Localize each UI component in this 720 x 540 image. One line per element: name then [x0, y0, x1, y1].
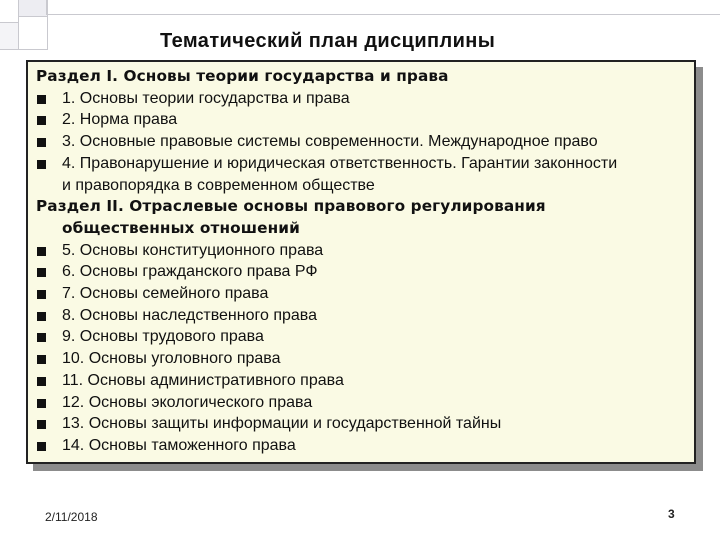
square-bullet-icon — [37, 160, 46, 169]
decor-square — [0, 0, 19, 23]
square-bullet-icon — [37, 290, 46, 299]
list-item: 3. Основные правовые системы современности. Международное право — [36, 131, 688, 153]
square-bullet-icon — [37, 420, 46, 429]
section-heading: Раздел II. Отраслевые основы правового регулирования — [36, 197, 546, 216]
list-item: 11. Основы административного права — [36, 370, 688, 392]
section-heading: Раздел I. Основы теории государства и права — [36, 67, 449, 85]
list-item: 13. Основы защиты информации и государственной тайны — [36, 413, 688, 435]
square-bullet-icon — [37, 377, 46, 386]
square-bullet-icon — [37, 333, 46, 342]
square-bullet-icon — [37, 442, 46, 451]
slide-title: Тематический план дисциплины — [160, 30, 496, 52]
list-item: 2. Норма права — [36, 109, 688, 131]
content-panel — [26, 60, 696, 464]
square-bullet-icon — [37, 116, 46, 125]
square-bullet-icon — [37, 355, 46, 364]
list-item: 5. Основы конституционного права — [36, 240, 688, 262]
square-bullet-icon — [37, 95, 46, 104]
square-bullet-icon — [37, 247, 46, 256]
square-bullet-icon — [37, 399, 46, 408]
decor-square — [18, 16, 48, 50]
list-item: 9. Основы трудового права — [36, 326, 688, 348]
list-item-continuation: и правопорядка в современном обществе — [62, 176, 375, 194]
list-item: 14. Основы таможенного права — [36, 435, 688, 457]
list-item: 6. Основы гражданского права РФ — [36, 261, 688, 283]
list-item: 10. Основы уголовного права — [36, 348, 688, 370]
square-bullet-icon — [37, 268, 46, 277]
decor-square — [18, 0, 48, 17]
content-list — [36, 66, 688, 457]
list-item: 1. Основы теории государства и права — [36, 88, 688, 110]
square-bullet-icon — [37, 138, 46, 147]
page-number: 3 — [668, 507, 675, 521]
list-item: 12. Основы экологического права — [36, 392, 688, 414]
list-item: 8. Основы наследственного права — [36, 305, 688, 327]
slide-date: 2/11/2018 — [45, 510, 98, 524]
section-heading-continuation: общественных отношений — [62, 218, 300, 237]
square-bullet-icon — [37, 312, 46, 321]
decor-bar — [46, 0, 720, 15]
decor-square — [0, 22, 19, 50]
list-item: 4. Правонарушение и юридическая ответственность. Гарантии законности — [36, 153, 688, 175]
list-item: 7. Основы семейного права — [36, 283, 688, 305]
